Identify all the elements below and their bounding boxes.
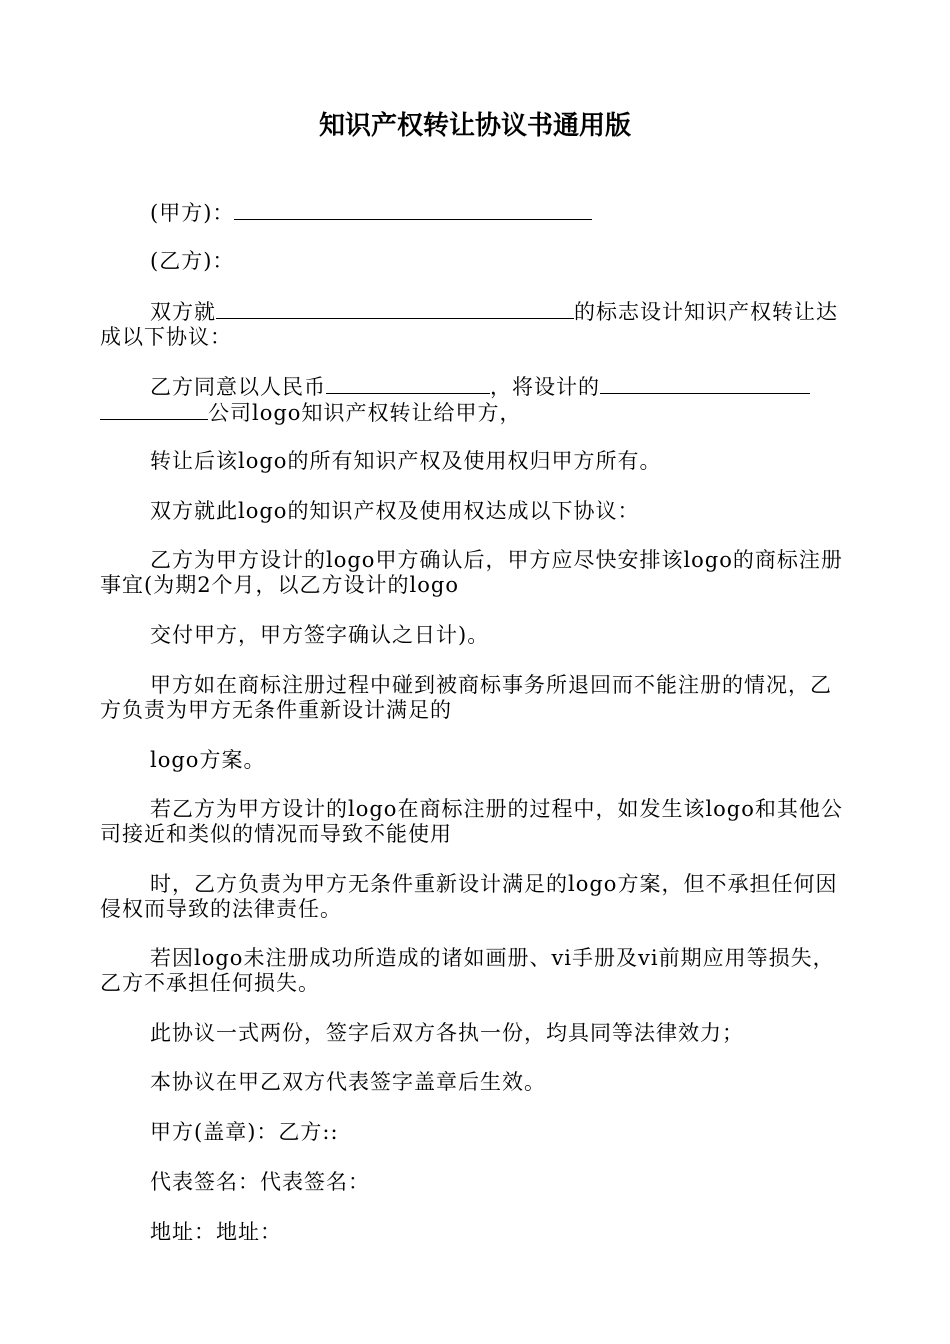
paragraph-9: 若乙方为甲方设计的logo在商标注册的过程中，如发生该logo和其他公司接近和类似的情况而导致不能使用: [100, 797, 843, 846]
paragraph-6: 交付甲方，甲方签字确认之日计)。: [150, 623, 490, 647]
paragraph-8: logo方案。: [150, 748, 266, 772]
signature-seal-line: 甲方(盖章)：乙方::: [150, 1120, 339, 1144]
paragraph-5: 乙方为甲方设计的logo甲方确认后，甲方应尽快安排该logo的商标注册事宜(为期2个月，以乙方设计的logo: [100, 548, 843, 597]
paragraph-7: 甲方如在商标注册过程中碰到被商标事务所退回而不能注册的情况，乙方负责为甲方无条件重新设计满足的: [100, 673, 832, 722]
party-b-label: (乙方)：: [150, 249, 235, 273]
subject-blank: [216, 299, 574, 319]
paragraph-2-part3: 公司logo知识产权转让给甲方，: [208, 401, 522, 425]
document-title: 知识产权转让协议书通用版: [318, 111, 631, 141]
paragraph-2-part1: 乙方同意以人民币: [150, 375, 326, 399]
party-a-line: [100, 200, 850, 226]
signature-name-line: 代表签名：代表签名：: [150, 1170, 370, 1194]
paragraph-11: 若因logo未注册成功所造成的诸如画册、vi手册及vi前期应用等损失，乙方不承担任何损失。: [100, 946, 835, 995]
paragraph-2-part2: ，将设计的: [490, 375, 600, 399]
signature-address-line: 地址：地址：: [150, 1220, 282, 1244]
party-a-blank: [234, 200, 592, 220]
paragraph-4: 双方就此logo的知识产权及使用权达成以下协议：: [150, 499, 640, 523]
paragraph-2: [100, 374, 850, 426]
amount-blank: [326, 374, 490, 394]
paragraph-10: 时，乙方负责为甲方无条件重新设计满足的logo方案，但不承担任何因侵权而导致的法律责任。: [100, 872, 838, 921]
paragraph-1-end: 的标志设计知识产权转让达成以下协议：: [100, 300, 838, 349]
party-b-line: [100, 249, 850, 274]
paragraph-13: 本协议在甲乙双方代表签字盖章后生效。: [150, 1070, 546, 1094]
company-blank-b: [100, 400, 208, 420]
paragraph-1-start: 双方就: [150, 300, 216, 324]
party-a-label: (甲方)：: [150, 201, 235, 225]
paragraph-1: [100, 299, 850, 350]
paragraph-12: 此协议一式两份，签字后双方各执一份，均具同等法律效力；: [150, 1021, 744, 1045]
company-blank-a: [600, 374, 810, 394]
paragraph-3: 转让后该logo的所有知识产权及使用权归甲方所有。: [150, 449, 662, 473]
